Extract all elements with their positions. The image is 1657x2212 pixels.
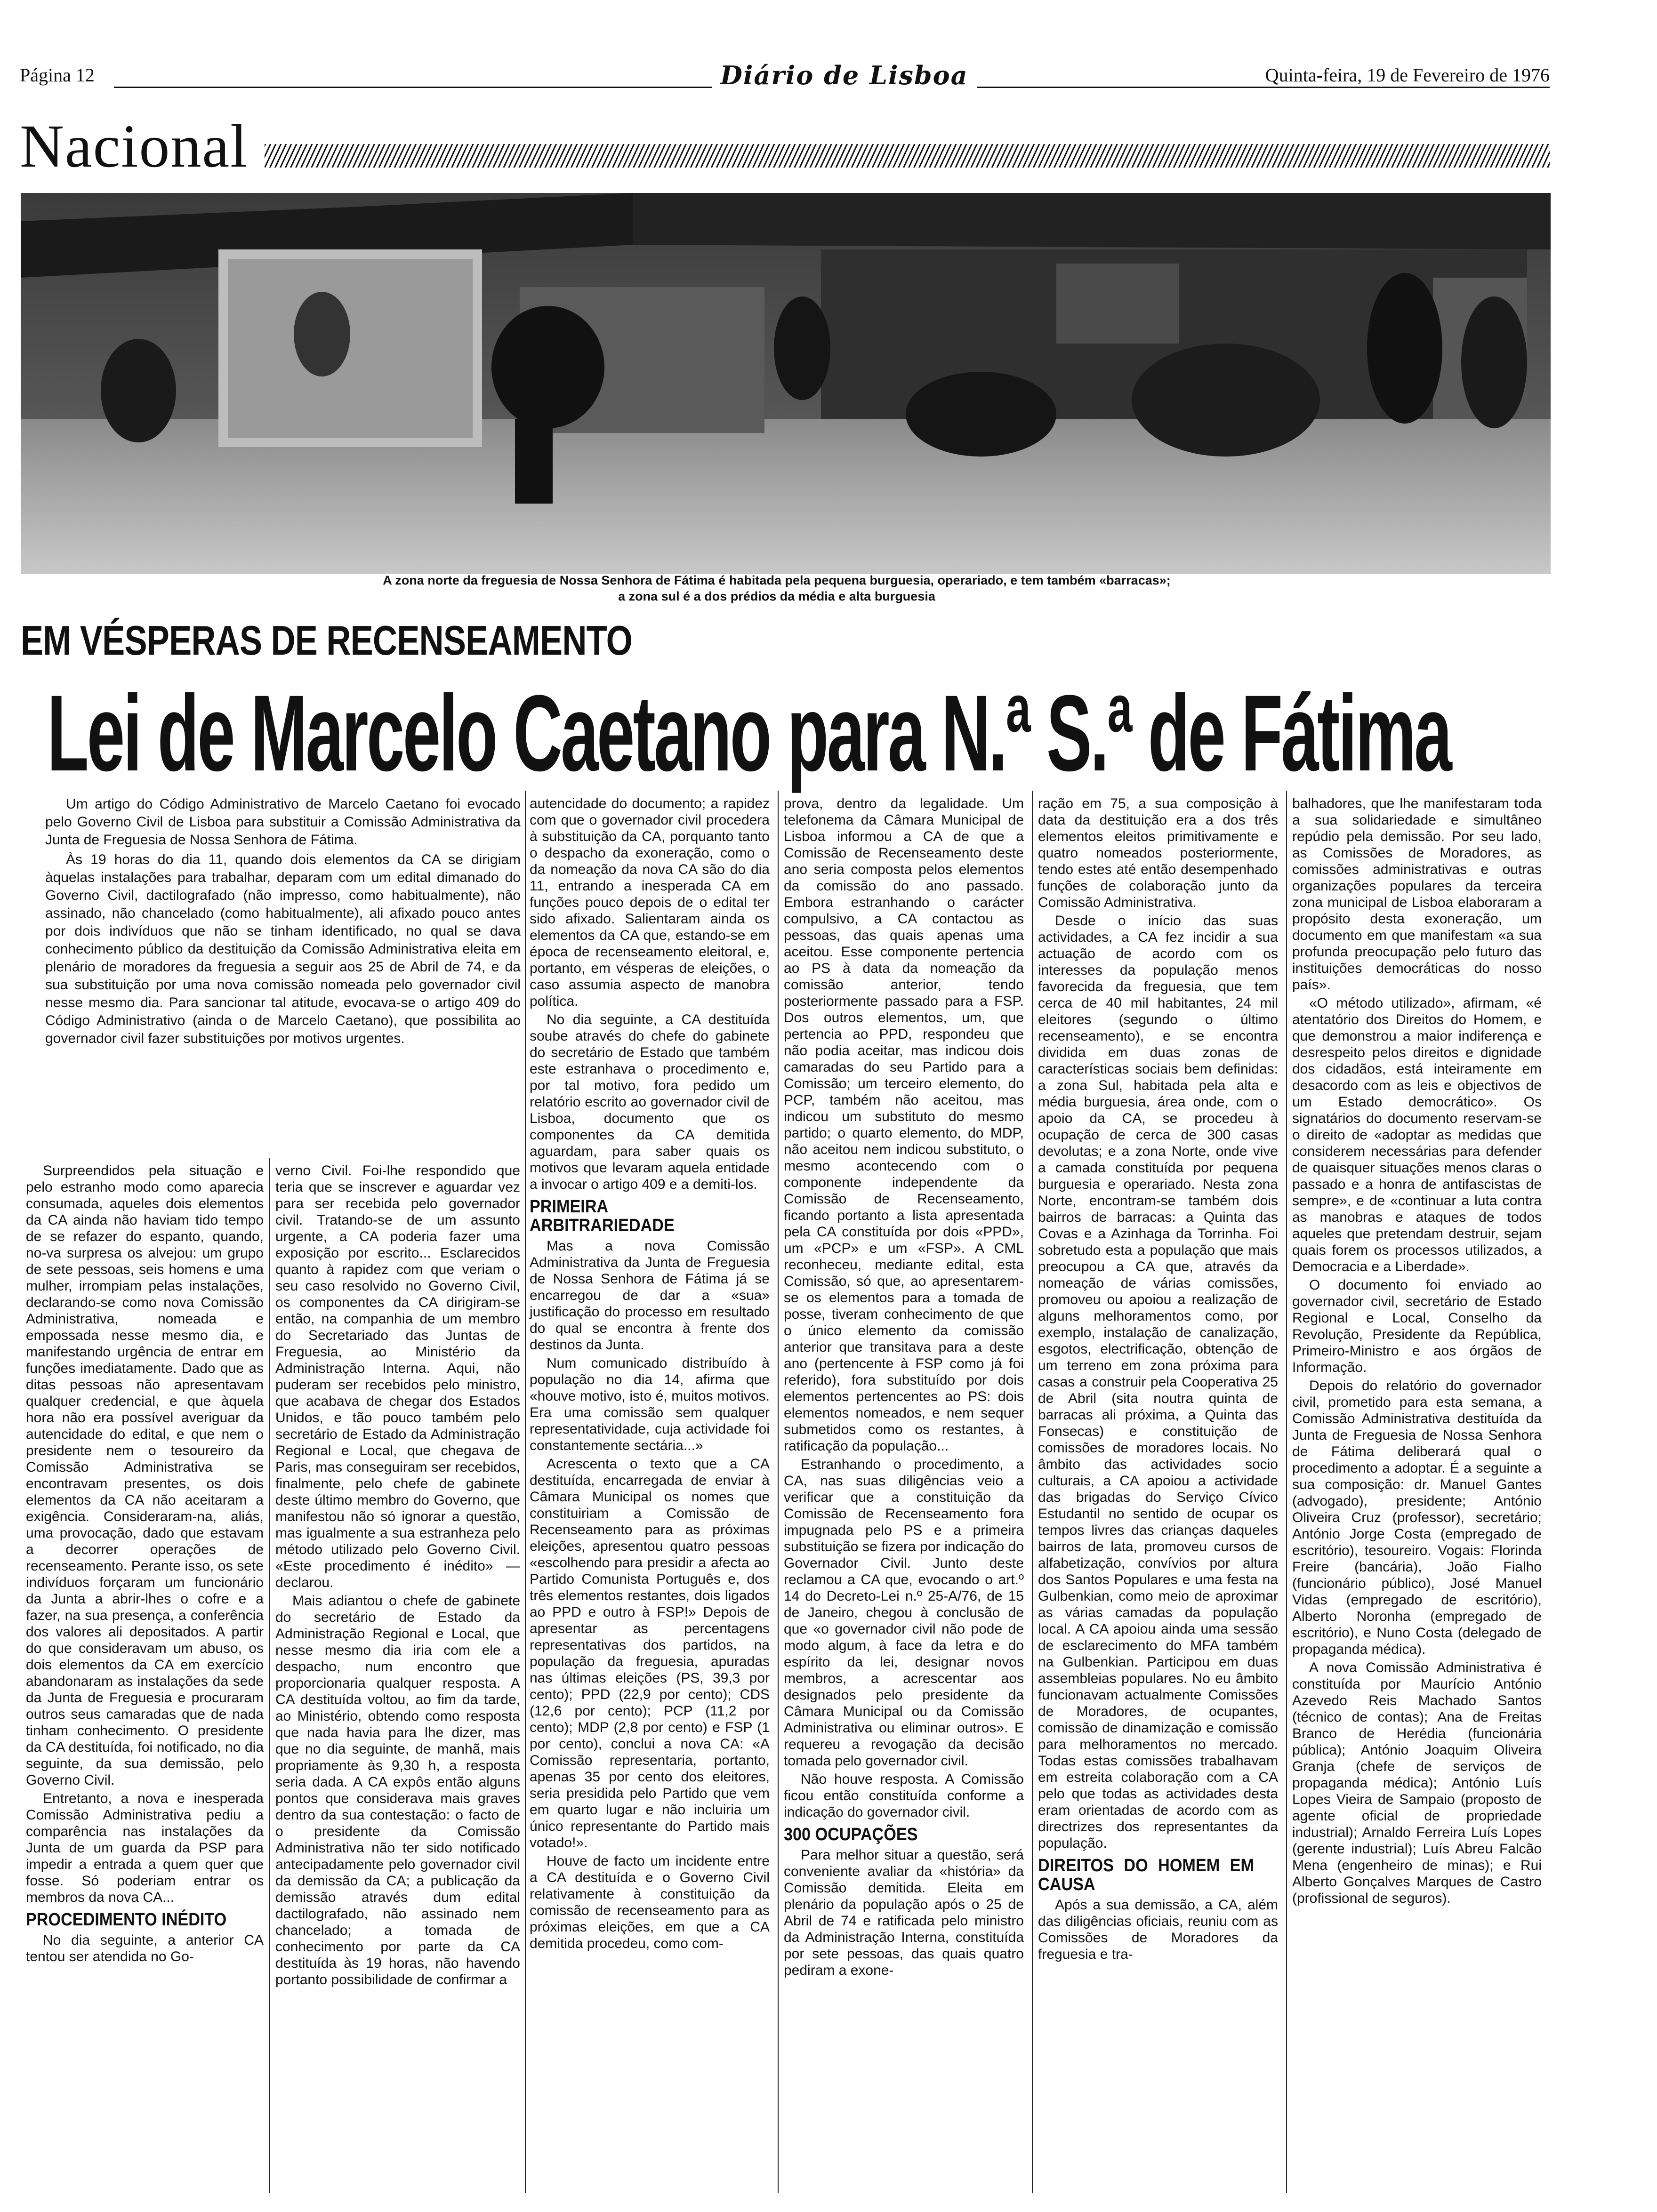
column-rule [778, 791, 779, 2193]
paragraph: autencidade do documento; a rapidez com que o governador civil procedera à substituição da CA, porquanto tanto o despacho da exoneração, como o da nomeação da nova CA são do dia 11, entrando a inesperada CA em funções pouco depois de o edital ter sido afixado. Salientaram ainda os elementos da CA que, estando-se em época de recenseamento eleitoral, e, portanto, em vésperas de eleições, o caso assumia aspecto de manobra política. [530, 796, 770, 1009]
subheading: PRIMEIRA ARBITRARIEDADE [530, 1197, 675, 1235]
lead-paragraph: Às 19 horas do dia 11, quando dois elementos da CA se dirigiam àquelas instalações para trabalhar, deparam com um edital dimanado do Governo Civil, dactilografado (não impresso, como habitualmente), não assinado, não chancelado (como habitualmente), ali afixado pouco antes por dois indivíduos que não se tinham identificado, no qual se dava conhecimento público da destituição da Comissão Administrativa eleita em plenário de moradores da freguesia a seguir aos 25 de Abril de 74, e da sua substituição por uma nova comissão nomeada pelo governador civil nesse mesmo dia. Para sancionar tal atitude, evocava-se o artigo 409 do Código Administrativo (ainda o de Marcelo Caetano), que possibilita ao governador civil fazer substituições por motivos urgentes. [45, 852, 521, 1046]
paragraph: Mais adiantou o chefe de gabinete do secretário de Estado da Administração Regional e Local, que nesse mesmo dia iria com ele a despacho, num encontro que proporcionaria qualquer resposta. A CA destituída voltou, ao fim da tarde, ao Ministério, obtendo como resposta que nada havia para lhe dizer, mas que no dia seguinte, de manhã, mais propriamente às 9,30 h, a resposta seria dada. A CA expôs então alguns pontos que considerava mais graves dentro da sua contestação: o facto de o presidente da Comissão Administrativa não ter sido notificado antecipadamente pelo governador civil da demissão da CA; a publicação da demissão através dum edital dactilografado, não assinado nem chancelado; a tomada de conhecimento por parte da CA destituída às 19 horas, não havendo portanto possibilidade de confirmar a [275, 1593, 520, 1988]
section-title: Nacional [20, 112, 249, 180]
photo-caption-line-2: a zona sul é a dos prédios da média e alta burguesia [618, 589, 935, 603]
newspaper-name: Diário de Lisboa [712, 60, 977, 90]
subheading: PROCEDIMENTO INÉDITO [26, 1910, 227, 1930]
column-rule [269, 1158, 270, 2193]
paragraph: Após a sua demissão, a CA, além das diligências oficiais, reuniu com as Comissões de Moradores da freguesia e tra- [1038, 1897, 1278, 1962]
paragraph: balhadores, que lhe manifestaram toda a sua solidariedade e simultâneo repúdio pela demissão. Por seu lado, as Comissões de Moradores, as comissões administrativas e outras organizações populares da terceira zona municipal de Lisboa elaboraram a propósito desta exoneração, um documento em que manifestam «a sua profunda preocupação pelo futuro das instituições democráticas do nosso país». [1292, 796, 1542, 993]
column-5 [1038, 795, 1278, 1964]
column-rule [525, 791, 526, 2193]
paragraph: A nova Comissão Administrativa é constituída por Maurício António Azevedo Reis Machado Santos (técnico de contas); Ana de Freitas Branco de Herédia (funcionária pública); António Joaquim Oliveira Granja (chefe de serviços de propaganda médica); António Luís Lopes Vieira de Sampaio (proposto de agente oficial de propriedade industrial); Arnaldo Ferreira Luís Lopes (gerente industrial); Luís Abreu Falcão Mena (engenheiro de minas); e Rui Alberto Gonçalves Marques de Castro (profissional de seguros). [1292, 1660, 1542, 1906]
photo-caption-line-1: A zona norte da freguesia de Nossa Senhora de Fátima é habitada pela pequena burguesia, operariado, e tem também «barracas»; [383, 573, 1171, 587]
paragraph: No dia seguinte, a anterior CA tentou ser atendida no Go- [26, 1932, 264, 1964]
section-hatch-bar [265, 144, 1550, 168]
paragraph: Acrescenta o texto que a CA destituída, encarregada de enviar à Câmara Municipal os nomes que constituiriam a Comissão de Recenseamento para as próximas eleições, apresentou quatro pessoas «escolhendo para presidir a afecta ao Partido Comunista Português e, dos três elementos restantes, dois ligados ao PPD e outro à FSP!» Depois de apresentar as percentagens representativas dos partidos, na população da freguesia, apuradas nas últimas eleições (PS, 39,3 por cento); PPD (22,9 por cento); CDS (12,6 por cento); PCP (11,2 por cento); MDP (2,8 por cento) e FSP (1 por cento), conclui a nova CA: «A Comissão representaria, portanto, apenas 35 por cento dos eleitores, seria presidida pelo Partido que vem em quarto lugar e não incluiria um único representante do Partido mais votado!». [530, 1456, 770, 1851]
kicker: EM VÉSPERAS DE RECENSEAMENTO [21, 617, 632, 664]
paragraph: Houve de facto um incidente entre a CA destituída e o Governo Civil relativamente à constituição da comissão de recenseamento para as próximas eleições, em que a CA demitida procedeu, como com- [530, 1853, 770, 1951]
paragraph: Entretanto, a nova e inesperada Comissão Administrativa pediu a comparência nas instalações da Junta de um guarda da PSP para impedir a entrada a quem quer que fosse. Só poderiam entrar os membros da nova CA... [26, 1791, 264, 1905]
column-6 [1292, 795, 1542, 1908]
column-4 [784, 795, 1024, 1980]
page-number: Página 12 [20, 64, 95, 86]
paragraph: Para melhor situar a questão, será conveniente avaliar da «história» da Comissão demitida. Eleita em plenário da população após o 25 de Abril de 74 e ratificada pelo ministro da Administração Interna, constituída por sete pessoas, das quais quatro pediram a exone- [784, 1847, 1024, 1978]
paragraph: verno Civil. Foi-lhe respondido que teria que se inscrever e aguardar vez para ser recebida pelo governador civil. Tratando-se de um assunto urgente, a CA poderia fazer uma exposição por escrito... Esclarecidos quanto à rapidez com que veriam o seu caso resolvido no Governo Civil, os componentes da CA dirigiram-se então, na companhia de um membro do Secretariado das Juntas de Freguesia, ao Ministério da Administração Interna. Aqui, não puderam ser recebidos pelo ministro, que acabava de chegar dos Estados Unidos, e tão pouco também pelo secretário de Estado da Administração Regional e Local, que chegava de Paris, mas conseguiram ser recebidos, finalmente, pelo chefe de gabinete deste último membro do Governo, que manifestou não só ignorar a questão, mas igualmente a sua estranheza pelo método utilizado pelo Governo Civil. «Este procedimento é inédito» — declarou. [275, 1163, 520, 1590]
paragraph: Não houve resposta. A Comissão ficou então constituída conforme a indicação do governador civil. [784, 1771, 1024, 1820]
subheading: DIREITOS DO HOMEM EM CAUSA [1038, 1856, 1254, 1894]
paragraph: Desde o início das suas actividades, a CA fez incidir a sua actuação de acordo com os interesses da população menos favorecida da freguesia, que tem cerca de 40 mil habitantes, 24 mil eleitores (segundo o último recenseamento), e se encontra dividida em duas zonas de características sociais bem definidas: a zona Sul, habitada pela alta e média burguesia, área onde, com o apoio da CA, se procedeu à ocupação de cerca de 300 casas devolutas; e a zona Norte, onde vive a camada constituída por pequena burguesia e operariado. Nesta zona Norte, encontram-se também dois bairros de barracas: a Quinta das Covas e a Azinhaga da Torrinha. Foi sobretudo esta a população que mais preocupou a CA que, através da nomeação de várias comissões, promoveu ou apoiou a realização de alguns melhoramentos como, por exemplo, instalação de canalização, esgotos, electrificação, obtenção de um terreno em zona próxima para casas a construir pela Cooperativa 25 de Abril (sita noutra quinta de barracas ali próxima, a Quinta das Fonsecas) e constituição de comissões de moradores locais. No âmbito das actividades socio culturais, a CA apoiou a actividade das brigadas do Serviço Cívico Estudantil no sentido de ocupar os tempos livres das crianças daqueles bairros de lata, promoveu cursos de alfabetização, convívios por altura dos Santos Populares e uma festa na Gulbenkian, como meio de aproximar as várias camadas da população local. A CA apoiou ainda uma sessão de esclarecimento do MFA também na Gulbenkian. Participou em duas assembleias populares. No eu âmbito funcionavam actualmente Comissões de Moradores, de ocupantes, comissão de dinamização e comissão para melhoramentos no mercado. Todas estas comissões trabalhavam em estreita colaboração com a CA pelo que todas as actividades desta eram orientadas de acordo com as directrizes dos representantes da população. [1038, 913, 1278, 1851]
paragraph: Depois do relatório do governador civil, prometido para esta semana, a Comissão Administrativa destituída da Junta de Freguesia de Nossa Senhora de Fátima deliberará qual o procedimento a adoptar. É a seguinte a sua composição: dr. Manuel Gantes (advogado), presidente; António Oliveira Cruz (professor), secretário; António Jorge Costa (empregado de escritório), tesoureiro. Vogais: Florinda Freire (bancária), João Fialho (funcionário público), José Manuel Vidas (empregado de escritório), Alberto Noronha (empregado de escritório), e Nuno Costa (delegado de propaganda médica). [1292, 1378, 1542, 1657]
paragraph: ração em 75, a sua composição à data da destituição era a dos três elementos eleitos primitivamente e quatro nomeados posteriormente, tendo estes até então desempenhado funções de colaboração junto da Comissão Administrativa. [1038, 796, 1278, 910]
paragraph: «O método utilizado», afirmam, «é atentatório dos Direitos do Homem, e que demonstrou a maior indiferença e desrespeito pelos direitos e dignidade dos cidadãos, está inteiramente em desacordo com as leis e objectivos de um Estado democrático». Os signatários do documento reservam-se o direito de «adoptar as medidas que considerem necessárias para defender de quaisquer situações menos claras o passado e a honra de antifascistas de sempre», e de «continuar a luta contra as manobras e ataques de todos aqueles que pretendam destruir, sejam quais forem os processos utilizados, a Democracia e a Liberdade». [1292, 995, 1542, 1274]
masthead [20, 60, 1550, 88]
lead-text [45, 795, 521, 1050]
paragraph: Mas a nova Comissão Administrativa da Junta de Freguesia de Nossa Senhora de Fátima já se encarregou de dar a «sua» justificação do processo em resultado do qual se encontra à frente dos destinos da Junta. [530, 1238, 770, 1353]
issue-date: Quinta-feira, 19 de Fevereiro de 1976 [1259, 64, 1550, 86]
column-rule [1286, 791, 1287, 2193]
paragraph: Estranhando o procedimento, a CA, nas suas diligências veio a verificar que a constituição da Comissão de Recenseamento fora impugnada pelo PS e a primeira substituição se fizera por indicação do Governador Civil. Junto deste reclamou a CA que, evocando o art.º 14 do Decreto-Lei n.º 25-A/76, de 15 de Janeiro, chegou à conclusão de que «o governador civil não pode de modo algum, à face da letra e do espírito da lei, designar novos membros, a acrescentar aos designados pelo presidente da Câmara Municipal ou da Comissão Administrativa ou eliminar outros». E requereu a revogação da decisão tomada pelo governador civil. [784, 1457, 1024, 1769]
column-3 [530, 795, 770, 1954]
column-1 [26, 1162, 264, 1967]
paragraph: Surpreendidos pela situação e pelo estranho modo como aparecia consumada, aqueles dois elementos da CA ainda não haviam tido tempo de se refazer do espanto, quando, no-va surpresa os alvejou: um grupo de sete pessoas, seis homens e uma mulher, irrompiam pelas instalações, declarando-se como nova Comissão Administrativa, nomeada e empossada nesse mesmo dia, e manifestando urgência de entrar em funções imediatamente. Dado que as ditas pessoas não apresentavam qualquer credencial, e que àquela hora não era possível averiguar da autencidade do edital, e que nem o presidente nem o tesoureiro da Comissão Administrativa se encontravam presentes, os dois elementos da CA não aceitaram a exigência. Consideraram-na, aliás, uma provocação, dado que estavam a decorrer operações de recenseamento. Perante isso, os sete indivíduos forçaram um funcionário da Junta a abrir-lhes o cofre e a fazer, na sua presença, a conferência dos valores ali depositados. A partir do que consideravam um abuso, os dois elementos da CA em exercício abandonaram as instalações da sede da Junta de Freguesia e procuraram outros seus camaradas que de nada tinham conhecimento. O presidente da CA destituída, foi notificado, no dia seguinte, da sua demissão, pelo Governo Civil. [26, 1163, 264, 1788]
subheading: 300 OCUPAÇÕES [784, 1825, 918, 1844]
paragraph: O documento foi enviado ao governador civil, secretário de Estado Regional e Local, Conselho da Revolução, Presidente da República, Primeiro-Ministro e aos órgãos de Informação. [1292, 1277, 1542, 1375]
paragraph: Num comunicado distribuído à população no dia 14, afirma que «houve motivo, isto é, muitos motivos. Era uma comissão sem qualquer representatividade, cuja actividade foi constantemente sectária...» [530, 1355, 770, 1453]
news-photo [21, 193, 1551, 574]
column-2 [275, 1162, 520, 1990]
headline: Lei de Marcelo Caetano para N.ª S.ª de Fátima [47, 673, 1450, 793]
lead-paragraph: Um artigo do Código Administrativo de Marcelo Caetano foi evocado pelo Governo Civil de Lisboa para substituir a Comissão Administrativa da Junta de Freguesia de Nossa Senhora de Fátima. [45, 796, 521, 848]
photo-caption [188, 572, 1365, 604]
paragraph: prova, dentro da legalidade. Um telefonema da Câmara Municipal de Lisboa informou a CA de que a Comissão de Recenseamento deste ano seria composta pelos elementos da comissão do ano passado. Embora estranhando o carácter compulsivo, a CA contactou as pessoas, das quais apenas uma aceitou. Esse componente pertencia ao PS à data da nomeação da comissão anterior, tendo posteriormente passado para a FSP. Dos outros elementos, um, que pertencia ao PPD, respondeu que não podia aceitar, mas indicou dois camaradas do seu Partido para a Comissão; um terceiro elemento, do PCP, também não aceitou, mas indicou um substituto do mesmo partido; o quarto elemento, do MDP, não aceitou nem indicou substituto, o mesmo acontecendo com o componente independente da Comissão de Recenseamento, ficando portanto a lista apresentada pela CA constituída por dois «PPD», um «PCP» e um «FSP». A CML reconheceu, mediante edital, esta Comissão, só que, ao apresentarem-se os elementos para a tomada de posse, tiveram conhecimento de que o único elemento da comissão anterior que transitava para a deste ano (pertencente à FSP como já foi referido), fora substituído por dois elementos pertencentes ao PS: dois elementos nomeados, e nem sequer submetidos como os restantes, à ratificação da população... [784, 796, 1024, 1454]
section-header [20, 111, 1550, 186]
paragraph: No dia seguinte, a CA destituída soube através do chefe do gabinete do secretário de Estado que também este estranhava o procedimento e, por tal motivo, fora pedido um relatório escrito ao governador civil de Lisboa, documento que os componentes da CA demitida aguardam, para saber quais os motivos que levaram aquela entidade a invocar o artigo 409 e a demiti-los. [530, 1012, 770, 1192]
column-rule [1032, 791, 1033, 2193]
